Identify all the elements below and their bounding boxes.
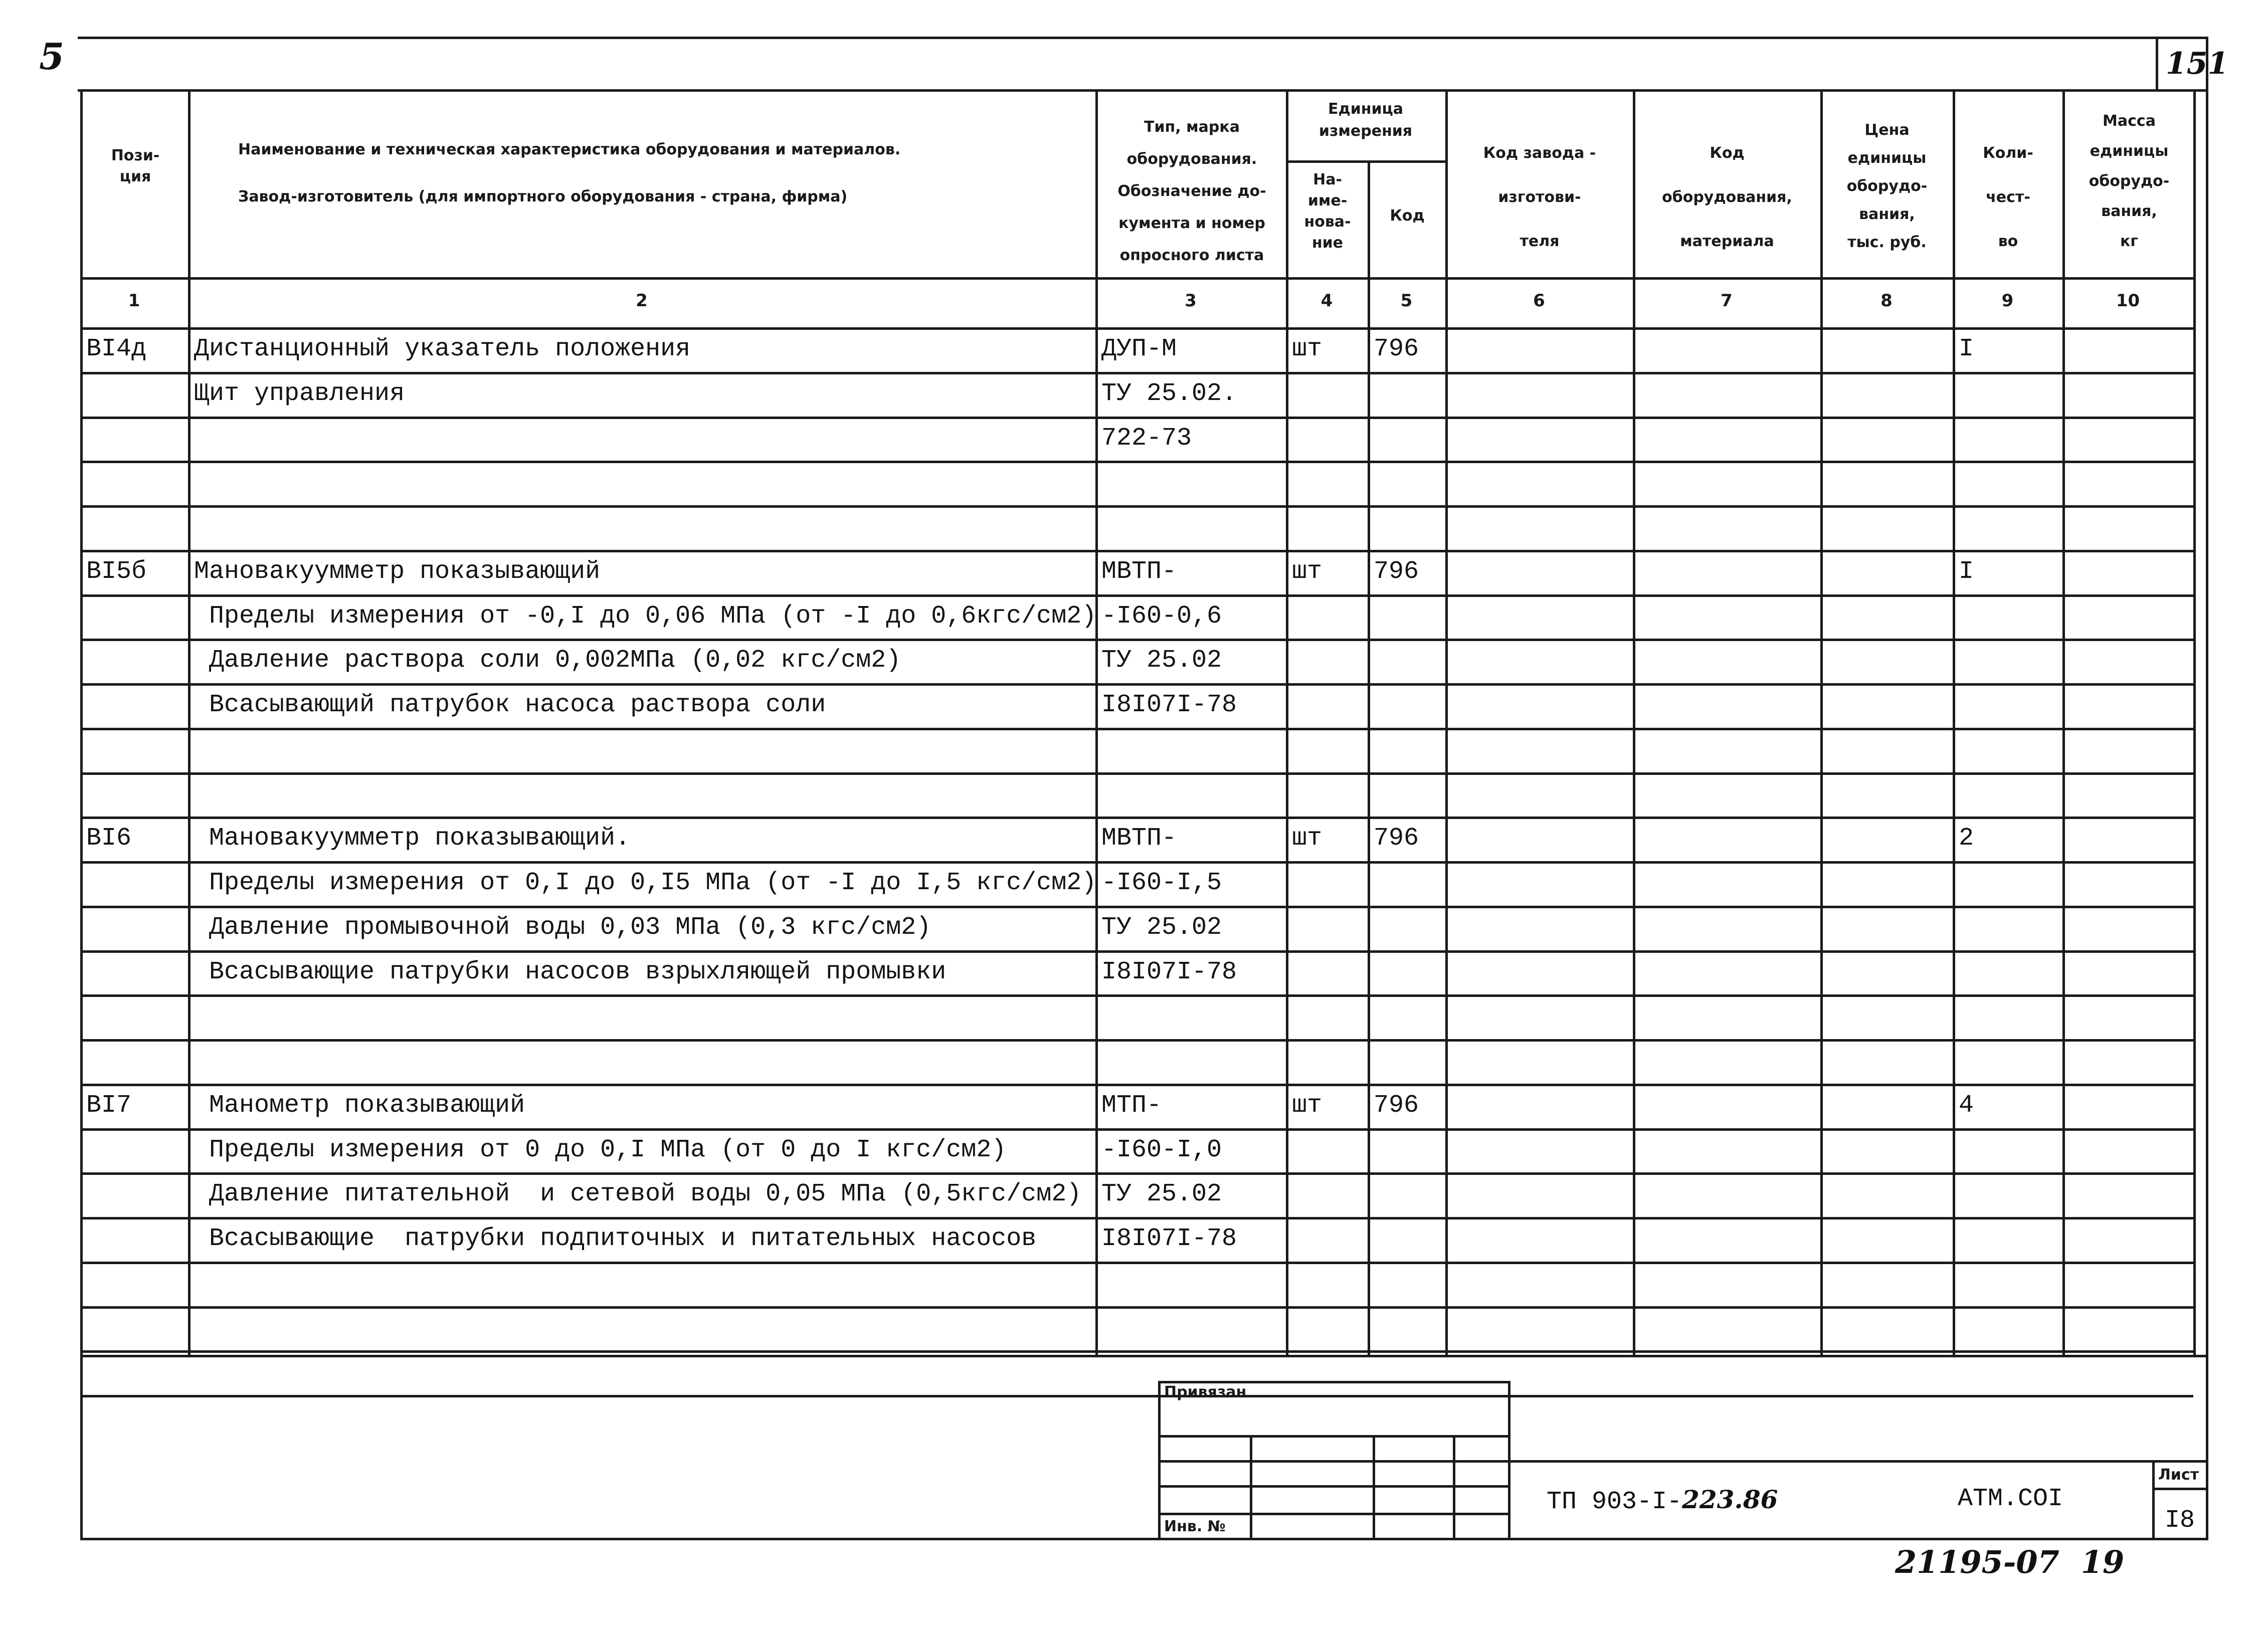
cell-name: Мановакуумметр показывающий. [194, 824, 631, 853]
cell-type: МВТП- [1101, 824, 1177, 853]
header-name-line2: Завод-изготовитель (для импортного оборудования - страна, фирма) [238, 188, 848, 206]
header-equipment-code: Код оборудования, материала [1662, 144, 1792, 250]
cell-code: 796 [1374, 824, 1419, 853]
column-number: 1 [128, 291, 140, 311]
cell-code: 796 [1374, 1091, 1419, 1120]
cell-pos: BI5б [86, 557, 147, 586]
stamp-inv-no: Инв. № [1164, 1518, 1226, 1535]
cell-type: МВТП- [1101, 557, 1177, 586]
cell-name: Дистанционный указатель положения [194, 335, 691, 363]
cell-name: Давление питательной и сетевой воды 0,05 МПа (0,5кгс/см2) [194, 1180, 1082, 1208]
document-code-typed: ТП 903-I- [1547, 1488, 1682, 1516]
cell-pos: BI6 [86, 824, 132, 853]
sheet-label: Лист [2158, 1466, 2199, 1484]
cell-unit: шт [1292, 335, 1322, 363]
cell-name: Пределы измерения от 0,I до 0,I5 МПа (от -I до I,5 кгс/см2) [194, 869, 1097, 897]
cell-type: I8I07I-78 [1101, 958, 1237, 986]
cell-type: -I60-I,5 [1101, 869, 1222, 897]
cell-name: Манометр показывающий [194, 1091, 525, 1120]
column-number: 8 [1880, 291, 1893, 311]
cell-name: Всасывающий патрубок насоса раствора соли [194, 691, 826, 719]
cell-type: -I60-I,0 [1101, 1136, 1222, 1164]
cell-unit: шт [1292, 1091, 1322, 1120]
document-code-handwritten: 223.86 [1682, 1485, 1778, 1514]
cell-type: МТП- [1101, 1091, 1162, 1120]
corner-mark: 5 [39, 35, 65, 78]
sheet-number: I8 [2165, 1506, 2195, 1535]
cell-name: Всасывающие патрубки подпиточных и питательных насосов [194, 1225, 1037, 1253]
column-number: 7 [1721, 291, 1733, 311]
cell-type: 722-73 [1101, 424, 1192, 453]
header-factory-code: Код завода - изготови- теля [1483, 144, 1596, 250]
cell-unit: шт [1292, 557, 1322, 586]
column-number: 9 [2001, 291, 2014, 311]
cell-qty: I [1959, 335, 1974, 363]
cell-code: 796 [1374, 335, 1419, 363]
cell-type: ТУ 25.02. [1101, 379, 1237, 408]
header-type: Тип, марка оборудования. Обозначение до- кумента и номер опросного листа [1117, 118, 1266, 264]
column-number: 4 [1320, 291, 1333, 311]
cell-name: Давление раствора соли 0,002МПа (0,02 кгс/см2) [194, 646, 901, 675]
document-code [1547, 1485, 1778, 1516]
sheet-code: АТМ.СОI [1958, 1485, 2063, 1513]
cell-type: ДУП-М [1101, 335, 1177, 363]
header-unit-price: Цена единицы оборудо- вания, тыс. руб. [1846, 121, 1928, 251]
cell-pos: BI7 [86, 1091, 132, 1120]
column-number: 6 [1533, 291, 1545, 311]
cell-code: 796 [1374, 557, 1419, 586]
cell-name: Пределы измерения от -0,I до 0,06 МПа (от -I до 0,6кгс/см2) [194, 602, 1097, 631]
header-quantity: Коли- чест- во [1983, 144, 2033, 250]
column-number: 2 [636, 291, 648, 311]
cell-type: ТУ 25.02 [1101, 913, 1222, 942]
cell-pos: BI4д [86, 335, 147, 363]
archive-number-handwritten: 21195-07 19 [1895, 1544, 2125, 1580]
header-unit-name: На- име- нова- ние [1304, 171, 1351, 252]
header-unit-group: Единица измерения [1318, 100, 1413, 140]
column-number: 10 [2116, 291, 2140, 311]
column-number: 3 [1185, 291, 1197, 311]
stamp-privyazan: Привязан [1164, 1383, 1247, 1401]
cell-name: Давление промывочной воды 0,03 МПа (0,3 кгс/см2) [194, 913, 931, 942]
cell-unit: шт [1292, 824, 1322, 853]
cell-type: ТУ 25.02 [1101, 646, 1222, 675]
cell-qty: I [1959, 557, 1974, 586]
cell-name: Пределы измерения от 0 до 0,I МПа (от 0 до I кгс/см2) [194, 1136, 1007, 1164]
header-name-line1: Наименование и техническая характеристика оборудования и материалов. [238, 141, 901, 158]
header-position: Пози- ция [111, 147, 160, 185]
page-number: 151 [2166, 46, 2229, 81]
cell-name: Мановакуумметр показывающий [194, 557, 601, 586]
cell-name: Щит управления [194, 379, 405, 408]
cell-type: ТУ 25.02 [1101, 1180, 1222, 1208]
header-unit-code: Код [1390, 207, 1425, 225]
cell-qty: 2 [1959, 824, 1974, 853]
header-unit-mass: Масса единицы оборудо- вания, кг [2089, 112, 2170, 250]
cell-type: I8I07I-78 [1101, 1225, 1237, 1253]
column-number: 5 [1400, 291, 1413, 311]
cell-name: Всасывающие патрубки насосов взрыхляющей промывки [194, 958, 947, 986]
cell-type: -I60-0,6 [1101, 602, 1222, 631]
cell-qty: 4 [1959, 1091, 1974, 1120]
cell-type: I8I07I-78 [1101, 691, 1237, 719]
